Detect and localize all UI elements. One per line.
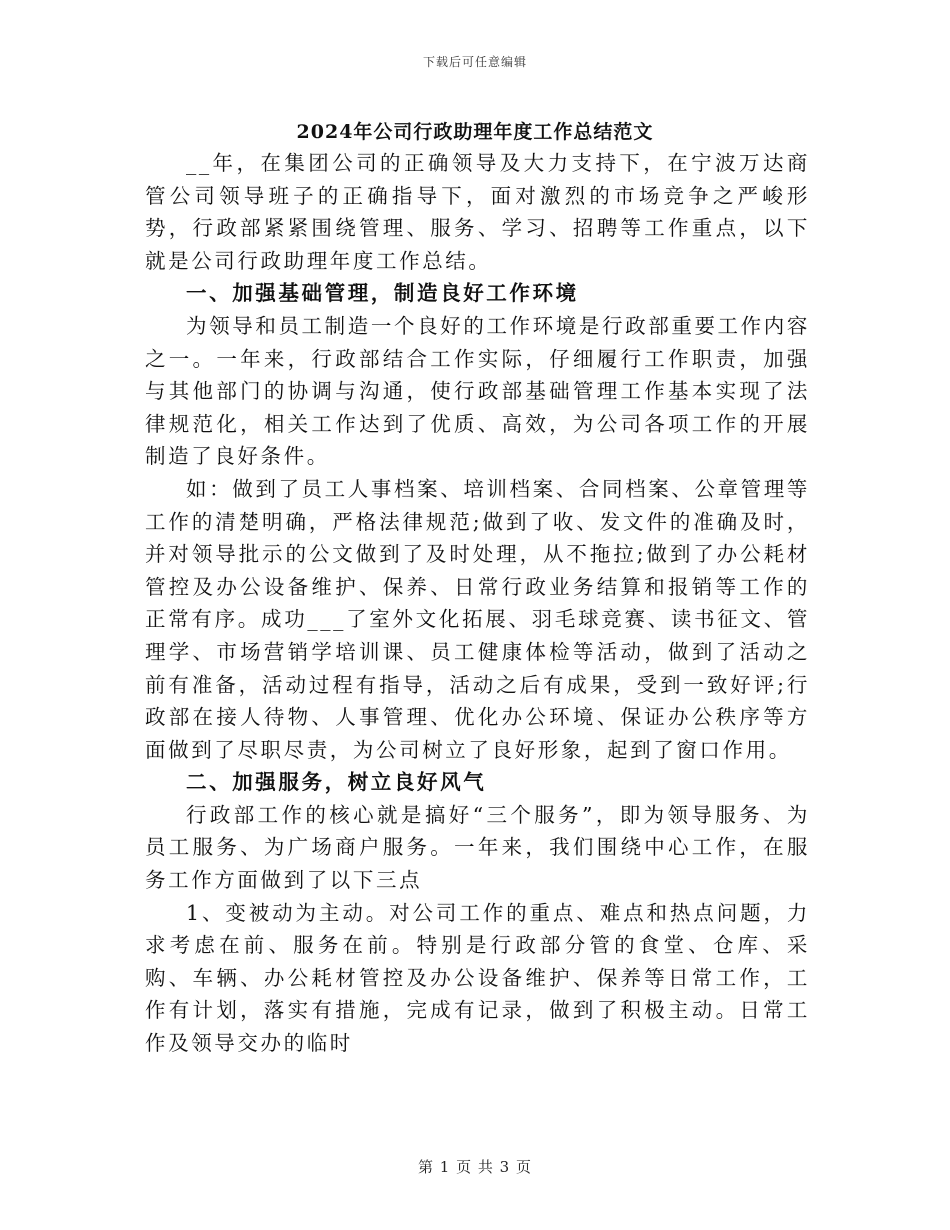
- paragraph: 如：做到了员工人事档案、培训档案、合同档案、公章管理等工作的清楚明确，严格法律规范;做到了收、发文件的准确及时，并对领导批示的公文做到了及时处理，从不拖拉;做到了办公耗材管控及办公设备维护、保养、日常行政业务结算和报销等工作的正常有序。成功___了室外文化拓展、羽毛球竞赛、读书征文、管理学、市场营销学培训课、员工健康体检等活动，做到了活动之前有准备，活动过程有指导，活动之后有成果，受到一致好评;行政部在接人待物、人事管理、优化办公环境、保证办公秩序等方面做到了尽职尽责，为公司树立了良好形象，起到了窗口作用。: [145, 476, 810, 762]
- section-heading-2: 二、加强服务，树立良好风气: [186, 770, 487, 795]
- page-footer: 第 1 页 共 3 页: [418, 1158, 532, 1176]
- document-title: 2024年公司行政助理年度工作总结范文: [296, 121, 654, 143]
- section-heading-1: 一、加强基础管理，制造良好工作环境: [186, 281, 579, 306]
- document-body: [145, 147, 810, 1060]
- page-header: 下载后可任意编辑: [422, 55, 527, 69]
- paragraph-intro: __年，在集团公司的正确领导及大力支持下，在宁波万达商管公司领导班子的正确指导下，面对激烈的市场竞争之严峻形势，行政部紧紧围绕管理、服务、学习、招聘等工作重点，以下就是公司行政助理年度工作总结。: [145, 151, 810, 273]
- paragraph: 为领导和员工制造一个良好的工作环境是行政部重要工作内容之一。一年来，行政部结合工作实际，仔细履行工作职责，加强与其他部门的协调与沟通，使行政部基础管理工作基本实现了法律规范化，相关工作达到了优质、高效，为公司各项工作的开展制造了良好条件。: [145, 313, 810, 469]
- paragraph: 行政部工作的核心就是搞好“三个服务”，即为领导服务、为员工服务、为广场商户服务。一年来，我们围绕中心工作，在服务工作方面做到了以下三点: [145, 802, 810, 893]
- paragraph: 1、变被动为主动。对公司工作的重点、难点和热点问题，力求考虑在前、服务在前。特别是行政部分管的食堂、仓库、采购、车辆、办公耗材管控及办公设备维护、保养等日常工作，工作有计划，落实有措施，完成有记录，做到了积极主动。日常工作及领导交办的临时: [145, 900, 810, 1056]
